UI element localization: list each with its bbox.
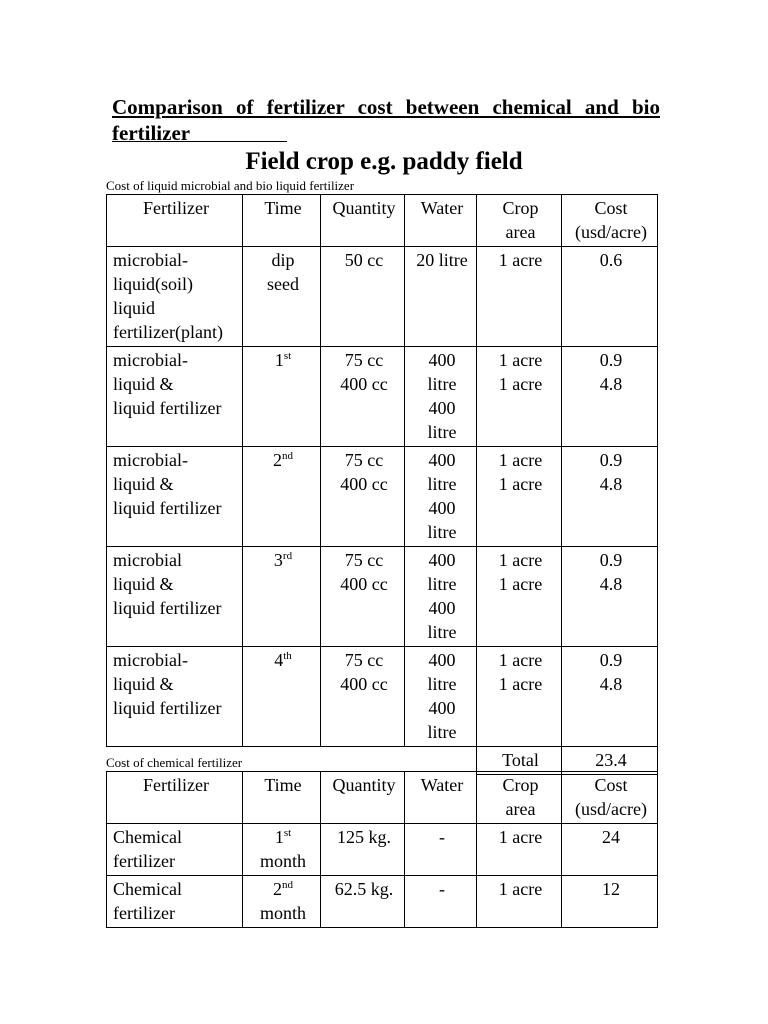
cost-cell xyxy=(562,547,658,647)
time-cell xyxy=(243,347,321,447)
bio-table-caption: Cost of liquid microbial and bio liquid fertilizer xyxy=(106,178,355,193)
crop-area-text: 1 acre xyxy=(498,879,543,899)
chem-table-caption: Cost of chemical fertilizer xyxy=(106,755,243,770)
time-text: 4th xyxy=(274,650,292,670)
time-cell xyxy=(243,447,321,547)
water-text: litre xyxy=(427,722,457,742)
crop-area-text: 1 acre xyxy=(498,450,543,470)
header-text: Fertilizer xyxy=(143,198,209,218)
fertilizer-cell xyxy=(107,547,243,647)
water-cell xyxy=(405,447,477,547)
header-cost xyxy=(562,195,658,247)
fertilizer-cell xyxy=(107,347,243,447)
fertilizer-text: microbial- xyxy=(113,250,188,270)
quantity-cell xyxy=(321,247,405,347)
water-text: - xyxy=(439,827,445,847)
water-text: litre xyxy=(427,374,457,394)
crop-area-cell xyxy=(477,647,562,747)
header-text: Cost xyxy=(594,775,628,795)
cost-text: 4.8 xyxy=(599,374,623,394)
cost-text: 4.8 xyxy=(599,474,623,494)
table-row xyxy=(107,347,658,447)
header-time xyxy=(243,772,321,824)
cost-text: 0.9 xyxy=(599,450,623,470)
water-text: 400 xyxy=(428,650,456,670)
time-extra: month xyxy=(259,903,306,923)
fertilizer-text: Chemical xyxy=(113,827,182,847)
header-fertilizer xyxy=(107,195,243,247)
quantity-text: 400 cc xyxy=(340,674,388,694)
quantity-text: 75 cc xyxy=(344,550,384,570)
quantity-text: 400 cc xyxy=(340,374,388,394)
quantity-cell xyxy=(321,876,405,928)
time-text: 2nd xyxy=(273,879,293,899)
table-row xyxy=(107,647,658,747)
table-row xyxy=(107,447,658,547)
water-text: litre xyxy=(427,474,457,494)
time-ordinal: st xyxy=(283,827,292,839)
fertilizer-text: liquid fertilizer xyxy=(113,498,222,518)
water-text: litre xyxy=(427,574,457,594)
time-extra: month xyxy=(259,851,306,871)
water-text: 400 xyxy=(428,398,456,418)
header-text: Time xyxy=(264,198,302,218)
time-cell xyxy=(243,876,321,928)
header-fertilizer xyxy=(107,772,243,824)
quantity-cell xyxy=(321,447,405,547)
crop-area-cell xyxy=(477,247,562,347)
table-row xyxy=(107,247,658,347)
time-text: dip xyxy=(271,250,295,270)
header-text: Fertilizer xyxy=(143,775,209,795)
crop-area-text: 1 acre xyxy=(498,550,543,570)
time-ordinal: rd xyxy=(282,550,293,562)
fertilizer-text: microbial- xyxy=(113,450,188,470)
water-cell xyxy=(405,247,477,347)
cost-cell xyxy=(562,347,658,447)
quantity-cell xyxy=(321,347,405,447)
heading-line-2: fertilizer xyxy=(112,121,191,145)
crop-area-text: 1 acre xyxy=(498,374,543,394)
water-cell xyxy=(405,647,477,747)
quantity-cell xyxy=(321,547,405,647)
water-text: 400 xyxy=(428,350,456,370)
fertilizer-text: fertilizer xyxy=(113,851,175,871)
cost-text: 0.9 xyxy=(599,350,623,370)
table-row xyxy=(107,547,658,647)
fertilizer-text: liquid & xyxy=(113,574,174,594)
header-water xyxy=(405,772,477,824)
water-text: 400 xyxy=(428,450,456,470)
fertilizer-cell xyxy=(107,876,243,928)
water-text: 400 xyxy=(428,550,456,570)
time-text: 1st xyxy=(274,350,292,370)
time-text: 3rd xyxy=(273,550,293,570)
fertilizer-text: liquid & xyxy=(113,674,174,694)
header-text: Time xyxy=(264,775,302,795)
time-ordinal: st xyxy=(283,350,292,362)
quantity-text: 75 cc xyxy=(344,450,384,470)
header-text: Quantity xyxy=(332,198,396,218)
water-text: litre xyxy=(427,422,457,442)
fertilizer-text: microbial xyxy=(113,550,182,570)
fertilizer-text: microbial- xyxy=(113,350,188,370)
quantity-text: 62.5 kg. xyxy=(334,879,394,899)
header-text: (usd/acre) xyxy=(575,222,647,242)
fertilizer-cell xyxy=(107,824,243,876)
water-cell xyxy=(405,876,477,928)
cost-cell xyxy=(562,647,658,747)
time-cell xyxy=(243,547,321,647)
header-text: area xyxy=(505,799,536,819)
heading-underline-rule xyxy=(112,141,287,142)
fertilizer-text: liquid(soil) xyxy=(113,274,193,294)
total-value: 23.4 xyxy=(562,747,658,775)
cost-text: 4.8 xyxy=(599,574,623,594)
fertilizer-text: liquid xyxy=(113,298,156,318)
quantity-cell xyxy=(321,824,405,876)
header-quantity xyxy=(321,772,405,824)
cost-text: 12 xyxy=(602,879,620,899)
water-text: 400 xyxy=(428,598,456,618)
crop-area-text: 1 acre xyxy=(498,574,543,594)
quantity-text: 75 cc xyxy=(344,650,384,670)
header-text: Water xyxy=(420,775,464,795)
header-text: Crop xyxy=(502,775,539,795)
water-cell xyxy=(405,347,477,447)
time-text: 2nd xyxy=(273,450,293,470)
header-text: area xyxy=(505,222,536,242)
quantity-text: 125 kg. xyxy=(337,827,391,847)
header-text: Cost xyxy=(594,198,628,218)
time-ordinal: nd xyxy=(282,450,293,462)
bio-fertilizer-table xyxy=(106,194,658,775)
fertilizer-text: liquid & xyxy=(113,474,174,494)
quantity-text: 75 cc xyxy=(344,350,384,370)
fertilizer-cell xyxy=(107,447,243,547)
header-text: (usd/acre) xyxy=(575,799,647,819)
header-quantity xyxy=(321,195,405,247)
time-ordinal: nd xyxy=(282,879,293,891)
fertilizer-text: fertilizer xyxy=(113,903,175,923)
water-text: - xyxy=(439,879,445,899)
cost-cell xyxy=(562,824,658,876)
water-text: litre xyxy=(427,522,457,542)
cost-cell xyxy=(562,447,658,547)
crop-area-cell xyxy=(477,876,562,928)
time-cell xyxy=(243,247,321,347)
cost-text: 24 xyxy=(602,827,620,847)
fertilizer-cell xyxy=(107,647,243,747)
quantity-text: 50 cc xyxy=(344,250,384,270)
time-ordinal: th xyxy=(283,650,292,662)
water-text: 400 xyxy=(428,498,456,518)
water-text: litre xyxy=(427,622,457,642)
crop-area-text: 1 acre xyxy=(498,827,543,847)
crop-area-text: 1 acre xyxy=(498,250,543,270)
fertilizer-text: liquid fertilizer xyxy=(113,698,222,718)
chem-table-header-row xyxy=(107,772,658,824)
fertilizer-text: liquid & xyxy=(113,374,174,394)
time-extra: seed xyxy=(267,274,299,294)
header-text: Water xyxy=(420,198,464,218)
time-text: 1st xyxy=(274,827,292,847)
water-text: 400 xyxy=(428,698,456,718)
cost-text: 0.9 xyxy=(599,650,623,670)
crop-area-cell xyxy=(477,824,562,876)
header-crop-area xyxy=(477,772,562,824)
crop-area-text: 1 acre xyxy=(498,474,543,494)
crop-area-cell xyxy=(477,347,562,447)
header-time xyxy=(243,195,321,247)
quantity-text: 400 cc xyxy=(340,574,388,594)
water-cell xyxy=(405,824,477,876)
header-water xyxy=(405,195,477,247)
cost-cell xyxy=(562,876,658,928)
header-text: Crop xyxy=(502,198,539,218)
fertilizer-text: fertilizer(plant) xyxy=(113,322,223,342)
cost-text: 0.6 xyxy=(599,250,623,270)
cost-text: 4.8 xyxy=(599,674,623,694)
table-row xyxy=(107,876,658,928)
header-cost xyxy=(562,772,658,824)
cost-cell xyxy=(562,247,658,347)
fertilizer-text: liquid fertilizer xyxy=(113,598,222,618)
total-label: Total xyxy=(477,747,562,775)
crop-area-text: 1 acre xyxy=(498,674,543,694)
fertilizer-text: Chemical xyxy=(113,879,182,899)
page-subtitle: Field crop e.g. paddy field xyxy=(245,148,523,175)
header-text: Quantity xyxy=(332,775,396,795)
table-row xyxy=(107,824,658,876)
quantity-cell xyxy=(321,647,405,747)
water-text: litre xyxy=(427,674,457,694)
time-cell xyxy=(243,647,321,747)
fertilizer-text: liquid fertilizer xyxy=(113,398,222,418)
document-heading xyxy=(112,94,660,120)
bio-table-header-row xyxy=(107,195,658,247)
fertilizer-cell xyxy=(107,247,243,347)
crop-area-cell xyxy=(477,547,562,647)
chemical-fertilizer-table xyxy=(106,771,658,928)
crop-area-cell xyxy=(477,447,562,547)
quantity-text: 400 cc xyxy=(340,474,388,494)
water-text: 20 litre xyxy=(416,250,468,270)
cost-text: 0.9 xyxy=(599,550,623,570)
crop-area-text: 1 acre xyxy=(498,350,543,370)
time-cell xyxy=(243,824,321,876)
water-cell xyxy=(405,547,477,647)
fertilizer-text: microbial- xyxy=(113,650,188,670)
heading-line-1: Comparison of fertilizer cost between chemical and bio xyxy=(112,95,660,119)
crop-area-text: 1 acre xyxy=(498,650,543,670)
header-crop-area xyxy=(477,195,562,247)
